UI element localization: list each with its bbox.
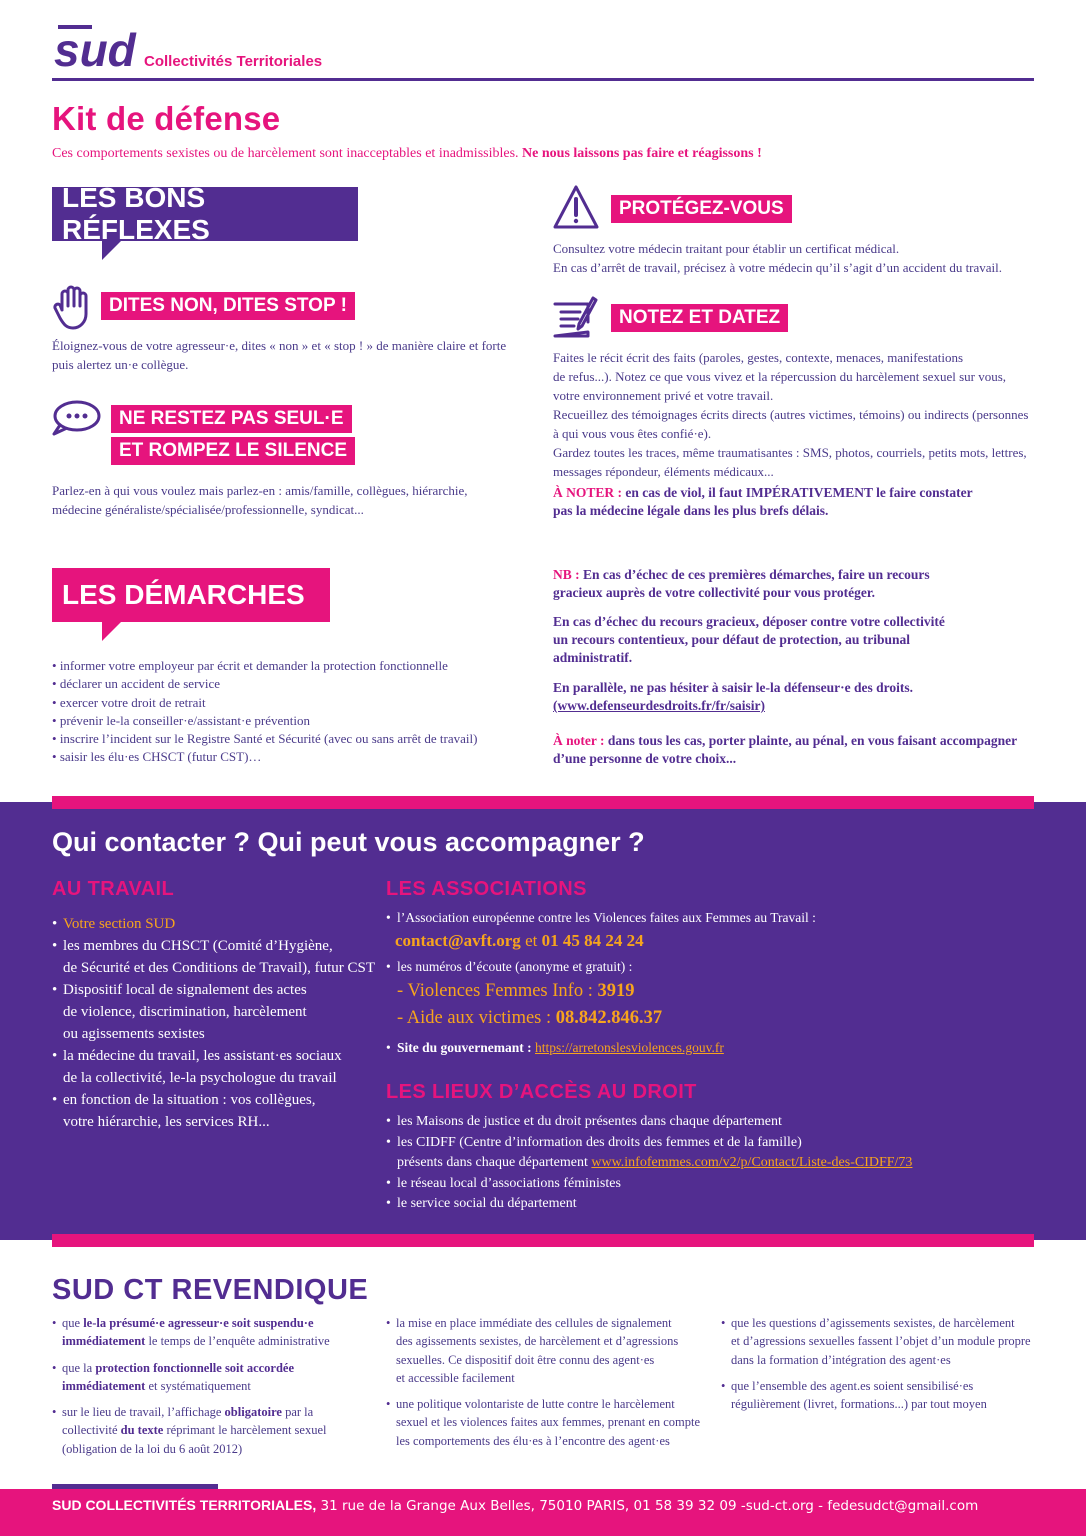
demarches-defenseur: En parallèle, ne pas hésiter à saisir le-la défenseur·e des droits. (www.defenseurdesdroits.fr/fr/saisir) [553,680,913,713]
notez-note: À NOTER : en cas de viol, il faut IMPÉRATIVEMENT le faire constater pas la médecine légale dans les plus brefs délais. [553,485,973,518]
footer-contact-info: SUD COLLECTIVITÉS TERRITORIALES, 31 rue de la Grange Aux Belles, 75010 PARIS, 01 58 39 32 09 -sud-ct.org - fedesudct@gmail.com [52,1497,979,1514]
speech-bubble-icon [50,398,98,446]
defenseur-link[interactable]: (www.defenseurdesdroits.fr/fr/saisir) [553,698,765,713]
list-item: • que l’ensemble des agent.es soient sensibilisé·es régulièrement (livret, formations...) par tout moyen [721,1377,1051,1414]
dites-non-text: Éloignez-vous de votre agresseur·e, dites « non » et « stop ! » de manière claire et forte puis alertez un·e collègue. [52,338,507,372]
avft-phone[interactable]: 01 45 84 24 24 [541,931,644,950]
list-item: • une politique volontariste de lutte contre le harcèlement sexuel et les violences faites aux femmes, prenant en compte les comportements des élu·es à l’encontre des agent·es [386,1395,716,1450]
sud-logo [52,22,138,74]
list-item: • Dispositif local de signalement des actes de violence, discrimination, harcèlement ou agissements sexistes [52,979,375,1045]
list-item: • les membres du CHSCT (Comité d’Hygiène, de Sécurité et des Conditions de Travail), futur CST [52,935,375,979]
ne-restez-pas-text: Parlez-en à qui vous voulez mais parlez-en : amis/famille, collègues, hiérarchie, médecine généraliste/spécialisée/professionnelle, syndicat... [52,483,468,517]
list-item: • en fonction de la situation : vos collègues, votre hiérarchie, les services RH... [52,1089,375,1133]
list-item: • la mise en place immédiate des cellules de signalement des agissements sexistes, de harcèlement et d’agressions sexuelles. Ce dispositif doit être connu des agent·es et accessible facilement [386,1314,716,1387]
list-item: • prévenir le-la conseiller·e/assistant·e prévention [52,712,477,730]
revendique-col-3 [721,1314,1051,1421]
list-item: • les numéros d’écoute (anonyme et gratuit) : - Violences Femmes Info : 3919 - Aide aux victimes : 08.842.846.37 [386,957,816,1032]
label-rompez-silence: ET ROMPEZ LE SILENCE [111,437,355,465]
label-ne-restez-pas: NE RESTEZ PAS SEUL·E [111,405,352,433]
list-item: • sur le lieu de travail, l’affichage obligatoire par la collectivité du texte réprimant le harcèlement sexuel (obligation de la loi du 6 août 2012) [52,1403,372,1458]
associations-list [386,908,816,1057]
list-item: • Votre section SUD [52,913,375,935]
list-item: • le service social du département [386,1194,912,1215]
revendique-col-1 [52,1314,372,1466]
section-banner-demarches: LES DÉMARCHES [52,568,330,622]
label-notez-datez: NOTEZ ET DATEZ [611,304,788,332]
banner-tail [102,621,122,641]
raised-hand-icon [52,284,100,332]
list-item: • la médecine du travail, les assistant·es sociaux de la collectivité, le-la psychologue du travail [52,1045,375,1089]
list-item: • les Maisons de justice et du droit présentes dans chaque département [386,1112,912,1133]
demarches-note: À noter : dans tous les cas, porter plainte, au pénal, en vous faisant accompagner d’une personne de votre choix... [553,733,1018,766]
list-item: • les CIDFF (Centre d’information des droits des femmes et de la famille) présents dans chaque département www.infofemmes.com/v2/p/Contact/Liste-des-CIDFF/73 [386,1133,912,1174]
contact-title: Qui contacter ? Qui peut vous accompagner ? [52,827,645,857]
contact-top-divider [52,796,1034,809]
lieux-list [386,1112,912,1215]
contact-bottom-divider [52,1234,1034,1247]
header-divider [52,78,1034,81]
list-item: • exercer votre droit de retrait [52,694,477,712]
notez-text: Faites le récit écrit des faits (paroles, gestes, contexte, menaces, manifestations de refus...). Notez ce que vous vivez et la répercussion du harcèlement sexuel sur vous, votre environnement privé et votre travail. Recueillez des témoignages écrits directs (autres victimes, témoins) ou indirects (personnes à qui vous vous êtes confié·e). Gardez toutes les traces, même traumatisantes : SMS, photos, courriels, petits mots, lettres, messages répondeur, éléments médicaux... [553,350,1029,479]
avft-email[interactable]: contact@avft.org [395,931,521,950]
au-travail-list [52,913,375,1133]
list-item: • saisir les élu·es CHSCT (futur CST)… [52,748,477,766]
svg-text:sud: sud [54,24,136,74]
intro-text: Ces comportements sexistes ou de harcèlement sont inacceptables et inadmissibles. Ne nous laissons pas faire et réagissons ! [52,146,762,161]
list-item: • que les questions d’agissements sexistes, de harcèlement et d’agressions sexuelles fassent l’objet d’un module propre dans la formation d’intégration des agent·es [721,1314,1051,1369]
protegez-text: Consultez votre médecin traitant pour établir un certificat médical. En cas d’arrêt de travail, précisez à votre médecin qu’il s’agit d’un accident du travail. [553,241,1003,275]
list-item: • que la protection fonctionnelle soit accordée immédiatement et systématiquement [52,1359,372,1396]
page-title: Kit de défense [52,100,281,137]
revendique-title: SUD CT REVENDIQUE [52,1274,369,1306]
revendique-col-2 [386,1314,716,1458]
notepad-pen-icon [552,296,600,344]
demarches-nb: NB : En cas d’échec de ces premières démarches, faire un recours gracieux auprès de votre collectivité pour vous protéger. [553,567,930,600]
heading-lieux-acces-droit: LES LIEUX D’ACCÈS AU DROIT [386,1081,697,1103]
org-name: Collectivités Territoriales [144,53,323,70]
list-item: • inscrire l’incident sur le Registre Santé et Sécurité (avec ou sans arrêt de travail) [52,730,477,748]
list-item: • l’Association européenne contre les Violences faites aux Femmes au Travail : contact@avft.org et 01 45 84 24 24 [386,908,816,955]
warning-triangle-icon [552,183,600,231]
heading-au-travail: AU TRAVAIL [52,878,175,900]
list-item: • informer votre employeur par écrit et demander la protection fonctionnelle [52,657,477,675]
demarches-list [52,657,477,767]
label-dites-non: DITES NON, DITES STOP ! [101,292,355,320]
list-item: • déclarer un accident de service [52,675,477,693]
heading-associations: LES ASSOCIATIONS [386,878,587,900]
banner-tail [102,240,122,260]
demarches-recours: En cas d’échec du recours gracieux, déposer contre votre collectivité un recours contentieux, pour défaut de protection, au tribunal administratif. [553,614,945,665]
section-banner-bons-reflexes: LES BONS RÉFLEXES [52,187,358,241]
cidff-link[interactable]: www.infofemmes.com/v2/p/Contact/Liste-des-CIDFF/73 [591,1155,913,1170]
list-item: • le réseau local d’associations féministes [386,1174,912,1195]
gov-link[interactable]: https://arretonslesviolences.gouv.fr [535,1040,724,1055]
list-item: • Site du gouvernemant : https://arretonslesviolences.gouv.fr [386,1038,816,1057]
list-item: • que le-la présumé·e agresseur·e soit suspendu·e immédiatement le temps de l’enquête administrative [52,1314,372,1351]
label-protegez-vous: PROTÉGEZ-VOUS [611,195,792,223]
